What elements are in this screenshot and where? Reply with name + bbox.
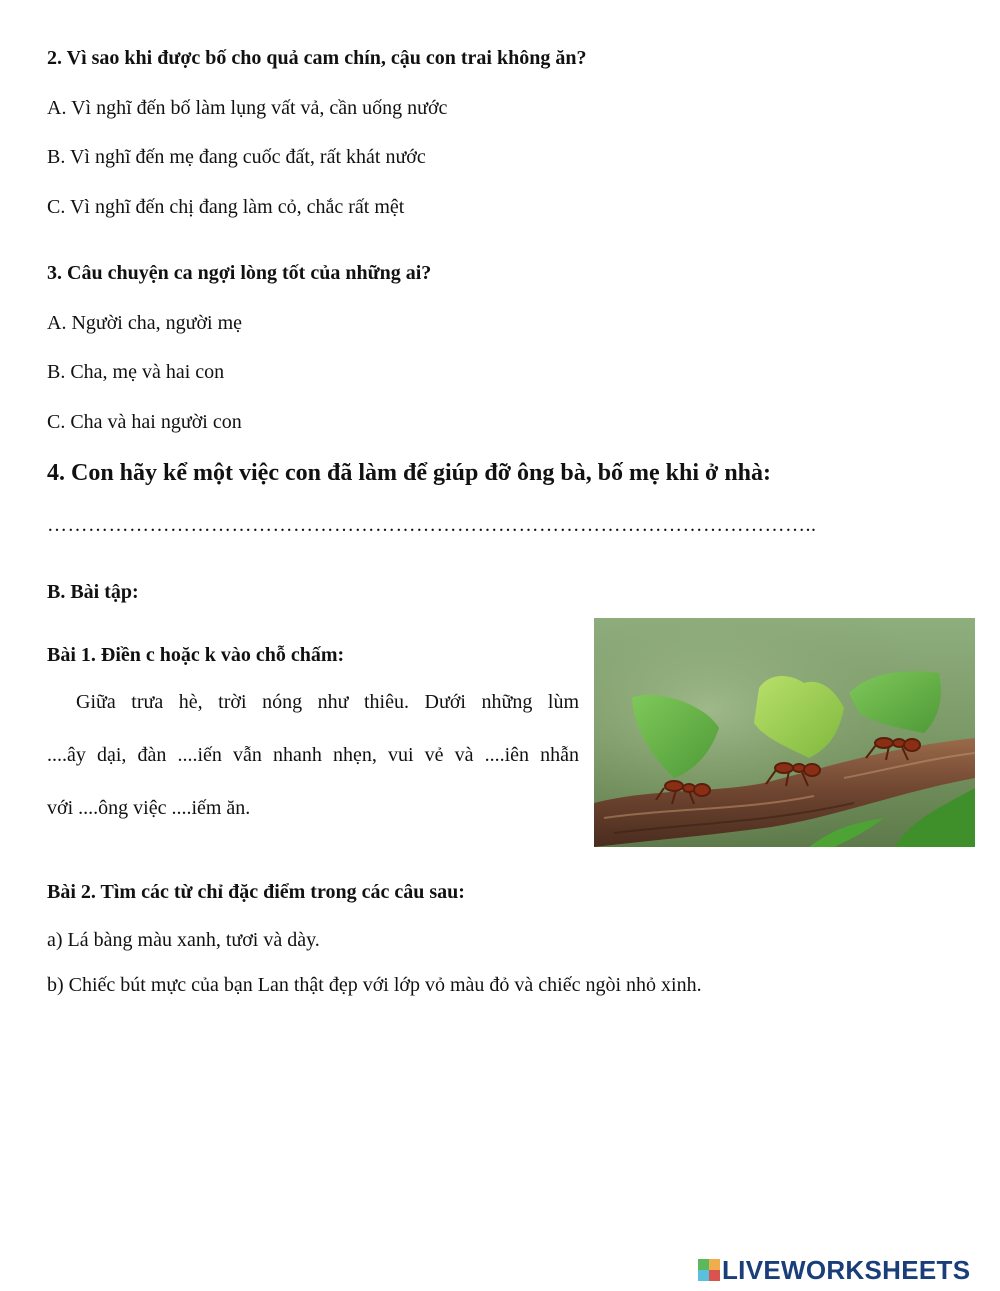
section-b-title: B. Bài tập: — [47, 581, 139, 603]
question-3-option-a: A. Người cha, người mẹ — [47, 312, 243, 334]
question-2-number: 2 — [47, 47, 57, 69]
question-3-text: . Câu chuyện ca ngợi lòng tốt của những ai? — [57, 262, 432, 284]
answer-line[interactable]: ………………………………………………………………………………………………….. — [47, 514, 817, 536]
question-2-text: . Vì sao khi được bố cho quả cam chín, cậu con trai không ăn? — [57, 47, 587, 69]
question-2-option-a: A. Vì nghĩ đến bố làm lụng vất vả, cần uống nước — [47, 97, 448, 119]
bai1-title: Bài 1. Điền c hoặc k vào chỗ chấm: — [47, 644, 345, 666]
ants-photo — [594, 618, 975, 847]
bai2-sentence-a: a) Lá bàng màu xanh, tươi và dày. — [47, 929, 320, 951]
question-2-option-c: C. Vì nghĩ đến chị đang làm cỏ, chắc rất mệt — [47, 196, 405, 218]
question-2-option-b: B. Vì nghĩ đến mẹ đang cuốc đất, rất khát nước — [47, 146, 426, 168]
bai1-line-3: với ....ông việc ....iếm ăn. — [47, 797, 251, 819]
bai1-line-2: ....ây dại, đàn ....iến vẫn nhanh nhẹn, vui vẻ và ....iên nhẫn — [47, 744, 579, 766]
question-3-number: 3 — [47, 262, 57, 284]
question-3 — [47, 261, 431, 285]
question-2 — [47, 46, 586, 70]
liveworksheets-brand — [698, 1255, 970, 1285]
bai2-sentence-b: b) Chiếc bút mực của bạn Lan thật đẹp với lớp vỏ màu đỏ và chiếc ngòi nhỏ xinh. — [47, 974, 702, 996]
question-3-option-b: B. Cha, mẹ và hai con — [47, 361, 225, 383]
question-3-option-c: C. Cha và hai người con — [47, 411, 242, 433]
bai2-title: Bài 2. Tìm các từ chỉ đặc điểm trong các câu sau: — [47, 881, 465, 903]
brand-text: LIVEWORKSHEETS — [722, 1254, 971, 1285]
bai1-line-1: Giữa trưa hè, trời nóng như thiêu. Dưới những lùm — [76, 691, 579, 713]
question-4: 4. Con hãy kể một việc con đã làm để giúp đỡ ông bà, bố mẹ khi ở nhà: — [47, 460, 772, 486]
liveworksheets-logo-icon — [698, 1259, 720, 1281]
